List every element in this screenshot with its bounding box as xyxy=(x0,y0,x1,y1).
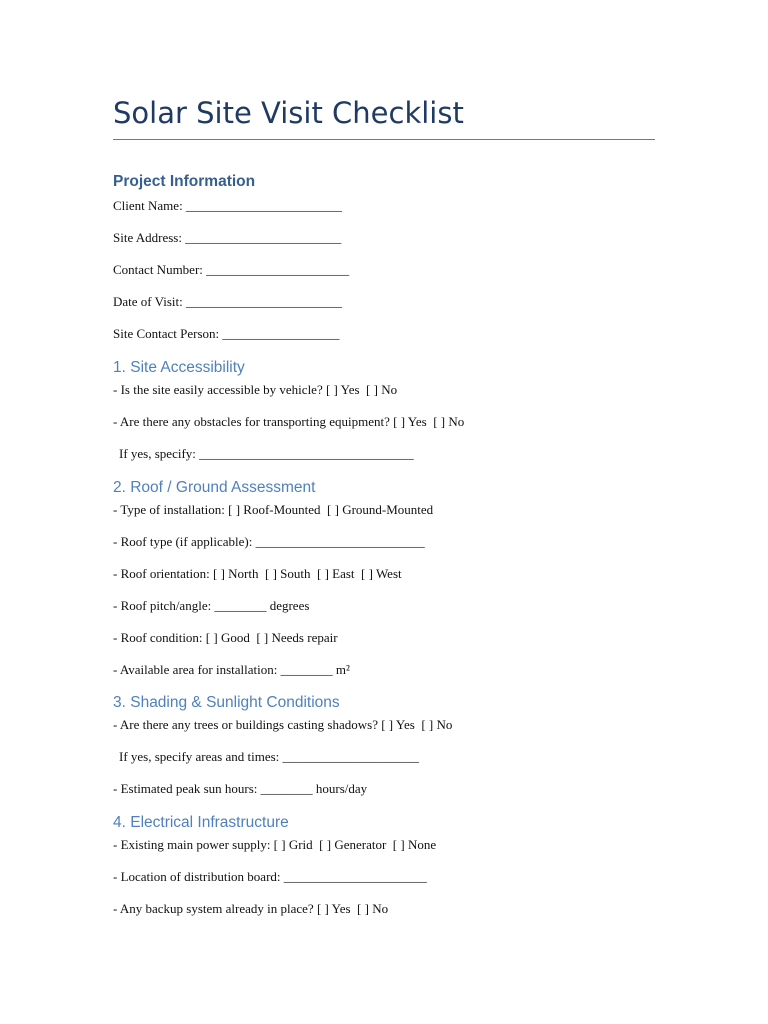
section-heading-roof-ground-assessment: 2. Roof / Ground Assessment xyxy=(113,479,316,496)
shading-sunlight-conditions-field-1: - Are there any trees or buildings casting shadows? [ ] Yes [ ] No xyxy=(113,717,453,732)
roof-ground-assessment-field-6: - Available area for installation: ________ m² xyxy=(113,662,350,677)
project-information-field-3: Contact Number: ______________________ xyxy=(113,262,350,277)
section-heading-project-information: Project Information xyxy=(113,173,256,190)
project-information-field-4: Date of Visit: ________________________ xyxy=(113,294,342,309)
project-information-field-5: Site Contact Person: __________________ xyxy=(113,326,340,341)
roof-ground-assessment-field-2: - Roof type (if applicable): __________________________ xyxy=(113,534,425,549)
electrical-infrastructure-field-2: - Location of distribution board: ______________________ xyxy=(113,869,427,884)
roof-ground-assessment-field-1: - Type of installation: [ ] Roof-Mounted [ ] Ground-Mounted xyxy=(113,502,434,517)
section-heading-electrical-infrastructure: 4. Electrical Infrastructure xyxy=(113,814,289,831)
site-accessibility-field-1: - Is the site easily accessible by vehicle? [ ] Yes [ ] No xyxy=(113,382,398,397)
shading-sunlight-conditions-field-2: If yes, specify areas and times: _____________________ xyxy=(119,749,420,764)
roof-ground-assessment-field-5: - Roof condition: [ ] Good [ ] Needs repair xyxy=(113,630,338,645)
project-information-field-1: Client Name: ________________________ xyxy=(113,198,342,213)
title-underline xyxy=(113,139,655,140)
electrical-infrastructure-field-3: - Any backup system already in place? [ ] Yes [ ] No xyxy=(113,901,389,916)
shading-sunlight-conditions-field-3: - Estimated peak sun hours: ________ hours/day xyxy=(113,781,368,796)
site-accessibility-field-3: If yes, specify: _________________________________ xyxy=(119,446,414,461)
roof-ground-assessment-field-3: - Roof orientation: [ ] North [ ] South [ ] East [ ] West xyxy=(113,566,402,581)
section-heading-shading-sunlight-conditions: 3. Shading & Sunlight Conditions xyxy=(113,694,340,711)
roof-ground-assessment-field-4: - Roof pitch/angle: ________ degrees xyxy=(113,598,310,613)
electrical-infrastructure-field-1: - Existing main power supply: [ ] Grid [ ] Generator [ ] None xyxy=(113,837,437,852)
site-accessibility-field-2: - Are there any obstacles for transporting equipment? [ ] Yes [ ] No xyxy=(113,414,465,429)
section-heading-site-accessibility: 1. Site Accessibility xyxy=(113,359,245,376)
document-title: Solar Site Visit Checklist xyxy=(113,96,464,130)
project-information-field-2: Site Address: ________________________ xyxy=(113,230,342,245)
